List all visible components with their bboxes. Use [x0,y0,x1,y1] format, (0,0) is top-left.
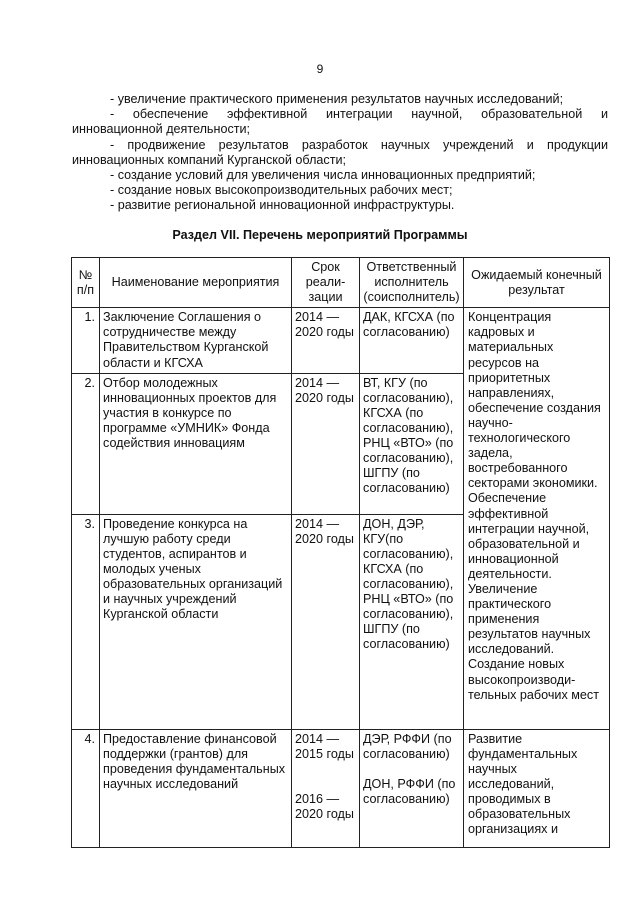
goals-list [72,92,608,214]
row-term-b: 2016 — 2020 годы [295,791,354,821]
row-executor: ДАК, КГСХА (по согласованию) [360,308,464,373]
row-term: 2014 — 2020 годы [292,308,360,373]
row-name: Предоставление финансовой поддержки (грантов) для проведения фундаментальных научных исследований [100,729,292,847]
row-executor-cell [360,729,464,847]
table-header-row [72,258,610,308]
table-row [72,308,610,373]
goal-item: - увеличение практического применения результатов научных исследований; [110,92,564,106]
header-result: Ожидаемый конечный результат [464,258,610,308]
row-term: 2014 — 2020 годы [292,514,360,729]
page-number: 9 [316,62,324,76]
row-num: 3. [72,514,100,729]
header-executor: Ответственный исполнитель (соисполнитель) [360,258,464,308]
goal-item: - развитие региональной инновационной инфраструктуры. [110,198,455,213]
row-executor-b: ДОН, РФФИ (по согласованию) [363,776,456,806]
row-executor: ВТ, КГУ (по согласованию), КГСХА (по согласованию), РНЦ «ВТО» (по согласованию), ШГПУ (по согласованию) [360,373,464,514]
row-executor-a: ДЭР, РФФИ (по согласованию) [363,731,452,761]
row-term: 2014 — 2020 годы [292,373,360,514]
row-term-cell [292,729,360,847]
goal-item: - создание новых высокопроизводительных рабочих мест; [110,183,453,198]
row-num: 1. [72,308,100,373]
row-executor: ДОН, ДЭР, КГУ(по согласованию), КГСХА (по согласованию), РНЦ «ВТО» (по согласованию), ШГПУ (по согласованию) [360,514,464,729]
goal-item: - создание условий для увеличения числа инновационных предприятий; [110,168,536,183]
row-name: Заключение Соглашения о сотрудничестве между Правительством Курганской области и КГСХА [100,308,292,373]
row-result: Развитие фундаментальных научных исследований, проводимых в образовательных организациях и [464,729,610,847]
merged-result: Концентрация кадровых и материальных ресурсов на приоритетных направлениях, обеспечение создания научно-технологического задела, востребованного секторами экономики. Обеспечение эффективной интеграции научной, образовательной и инновационной деятельности. Увеличение практического применения результатов научных исследований. Создание новых высокопроизводи-тельных рабочих мест [464,308,610,729]
measures-table [71,257,610,848]
row-name: Отбор молодежных инновационных проектов для участия в конкурсе по программе «УМНИК» Фонда содействия инновациям [100,373,292,514]
row-name: Проведение конкурса на лучшую работу среди студентов, аспирантов и молодых ученых образовательных организаций и научных учреждений Курганской области [100,514,292,729]
goal-item: - продвижение результатов разработок научных учреждений и продукции инновационных компаний Курганской области; [72,137,608,167]
row-num: 4. [72,729,100,847]
header-term: Срок реали-зации [292,258,360,308]
header-num: № п/п [72,258,100,308]
header-name: Наименование мероприятия [100,258,292,308]
row-num: 2. [72,373,100,514]
table-row [72,729,610,847]
row-term-a: 2014 — 2015 годы [295,731,354,761]
goal-item: - обеспечение эффективной интеграции научной, образовательной и инновационной деятельности; [72,107,608,137]
section-title: Раздел VII. Перечень мероприятий Программы [172,228,468,242]
